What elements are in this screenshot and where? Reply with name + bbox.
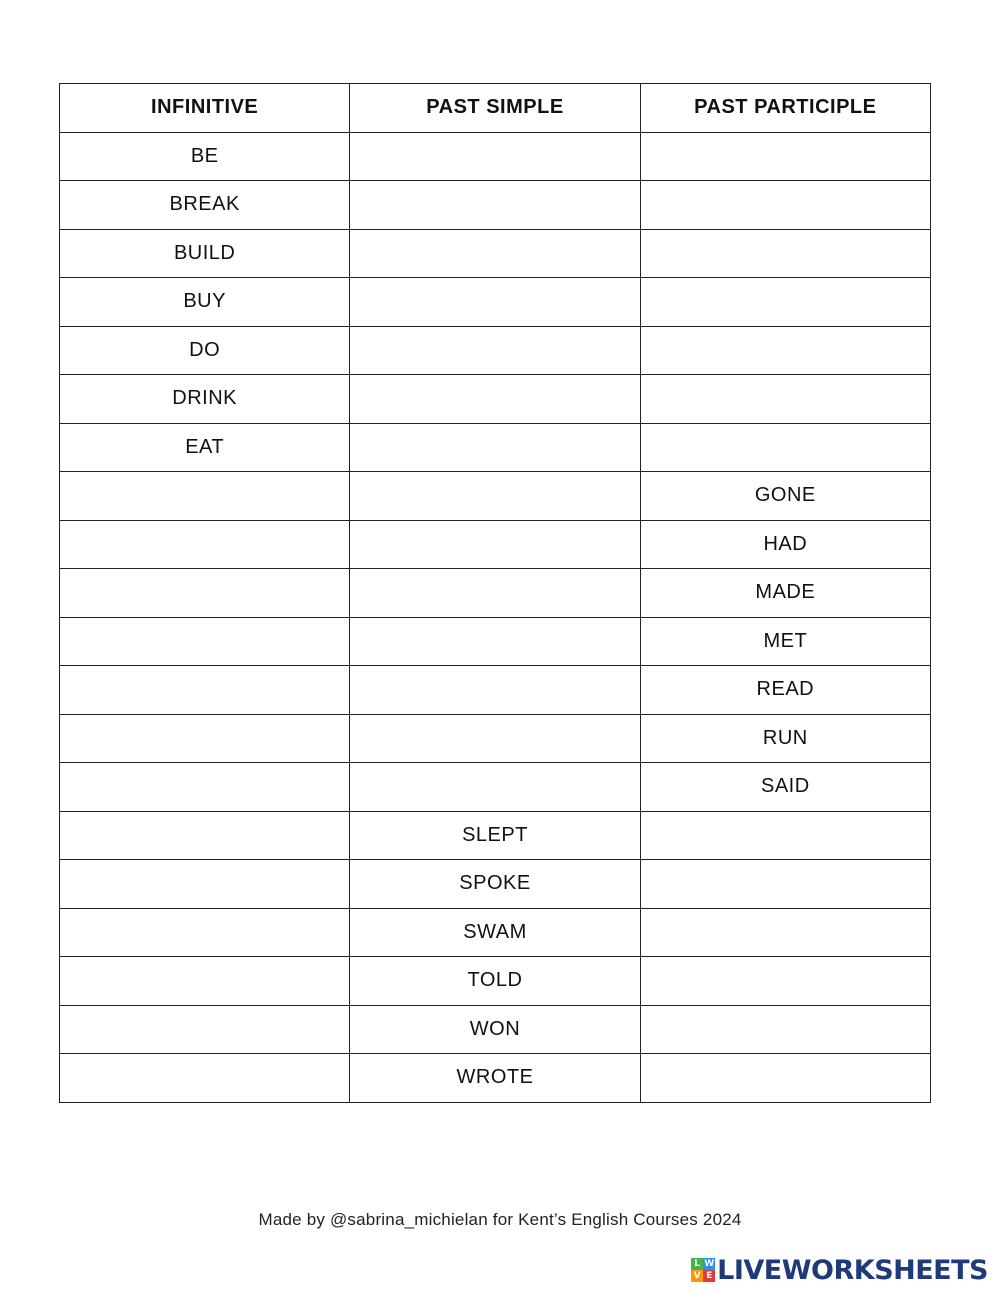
cell-infinitive: BUILD	[60, 229, 350, 278]
cell-infinitive: BREAK	[60, 181, 350, 230]
cell-infinitive[interactable]	[60, 569, 350, 618]
cell-infinitive[interactable]	[60, 1005, 350, 1054]
table-row	[60, 569, 931, 618]
cell-past-participle: SAID	[640, 763, 930, 812]
cell-past-simple: TOLD	[350, 957, 640, 1006]
cell-past-simple: SPOKE	[350, 860, 640, 909]
table-row	[60, 1054, 931, 1103]
cell-past-participle: RUN	[640, 714, 930, 763]
header-past-simple: PAST SIMPLE	[350, 84, 640, 133]
cell-infinitive[interactable]	[60, 811, 350, 860]
cell-infinitive[interactable]	[60, 763, 350, 812]
cell-infinitive[interactable]	[60, 908, 350, 957]
cell-infinitive: BUY	[60, 278, 350, 327]
cell-past-simple: SWAM	[350, 908, 640, 957]
header-row	[60, 84, 931, 133]
cell-infinitive: DO	[60, 326, 350, 375]
table-body	[60, 132, 931, 1102]
cell-past-participle[interactable]	[640, 423, 930, 472]
logo-tile: L	[691, 1258, 703, 1270]
table-row	[60, 472, 931, 521]
cell-past-participle[interactable]	[640, 860, 930, 909]
cell-past-participle[interactable]	[640, 811, 930, 860]
cell-past-simple[interactable]	[350, 666, 640, 715]
cell-past-participle: READ	[640, 666, 930, 715]
table-row	[60, 375, 931, 424]
cell-past-simple[interactable]	[350, 569, 640, 618]
cell-infinitive[interactable]	[60, 666, 350, 715]
cell-past-simple: WON	[350, 1005, 640, 1054]
cell-infinitive: EAT	[60, 423, 350, 472]
cell-past-participle[interactable]	[640, 326, 930, 375]
cell-past-simple: WROTE	[350, 1054, 640, 1103]
footer-credit: Made by @sabrina_michielan for Kent’s English Courses 2024	[258, 1210, 742, 1229]
liveworksheets-logo-icon	[691, 1258, 715, 1282]
brand-name: LIVEWORKSHEETS	[717, 1254, 988, 1286]
cell-past-simple[interactable]	[350, 617, 640, 666]
cell-past-participle[interactable]	[640, 132, 930, 181]
table-row	[60, 957, 931, 1006]
table-row	[60, 763, 931, 812]
header-infinitive: INFINITIVE	[60, 84, 350, 133]
cell-past-participle[interactable]	[640, 1054, 930, 1103]
table-row	[60, 181, 931, 230]
logo-tile: W	[704, 1259, 715, 1269]
table-row	[60, 666, 931, 715]
table-row	[60, 714, 931, 763]
cell-past-simple[interactable]	[350, 423, 640, 472]
table-row	[60, 132, 931, 181]
cell-past-simple[interactable]	[350, 181, 640, 230]
cell-past-simple[interactable]	[350, 375, 640, 424]
cell-past-simple[interactable]	[350, 326, 640, 375]
logo-tile: V	[691, 1270, 703, 1282]
cell-past-participle: HAD	[640, 520, 930, 569]
cell-past-participle: MET	[640, 617, 930, 666]
cell-infinitive[interactable]	[60, 957, 350, 1006]
cell-past-simple[interactable]	[350, 714, 640, 763]
cell-past-participle[interactable]	[640, 229, 930, 278]
cell-infinitive[interactable]	[60, 472, 350, 521]
table-row	[60, 278, 931, 327]
table-row	[60, 908, 931, 957]
table-row	[60, 811, 931, 860]
cell-past-simple[interactable]	[350, 763, 640, 812]
cell-infinitive: BE	[60, 132, 350, 181]
liveworksheets-brand	[691, 1255, 988, 1285]
cell-infinitive[interactable]	[60, 1054, 350, 1103]
logo-tile: E	[703, 1270, 715, 1282]
cell-infinitive[interactable]	[60, 520, 350, 569]
cell-past-simple[interactable]	[350, 132, 640, 181]
table-row	[60, 1005, 931, 1054]
cell-infinitive[interactable]	[60, 860, 350, 909]
cell-past-participle[interactable]	[640, 908, 930, 957]
table-row	[60, 229, 931, 278]
cell-past-participle: MADE	[640, 569, 930, 618]
cell-past-participle: GONE	[640, 472, 930, 521]
cell-past-simple[interactable]	[350, 278, 640, 327]
table-row	[60, 860, 931, 909]
table-row	[60, 326, 931, 375]
cell-past-participle[interactable]	[640, 1005, 930, 1054]
cell-past-participle[interactable]	[640, 375, 930, 424]
cell-past-simple[interactable]	[350, 520, 640, 569]
cell-infinitive[interactable]	[60, 617, 350, 666]
header-past-participle: PAST PARTICIPLE	[640, 84, 930, 133]
cell-past-participle[interactable]	[640, 278, 930, 327]
cell-past-simple: SLEPT	[350, 811, 640, 860]
cell-past-simple[interactable]	[350, 229, 640, 278]
table-row	[60, 423, 931, 472]
table-row	[60, 617, 931, 666]
verb-table	[59, 83, 931, 1103]
cell-past-participle[interactable]	[640, 957, 930, 1006]
cell-infinitive[interactable]	[60, 714, 350, 763]
cell-infinitive: DRINK	[60, 375, 350, 424]
cell-past-simple[interactable]	[350, 472, 640, 521]
cell-past-participle[interactable]	[640, 181, 930, 230]
table-row	[60, 520, 931, 569]
